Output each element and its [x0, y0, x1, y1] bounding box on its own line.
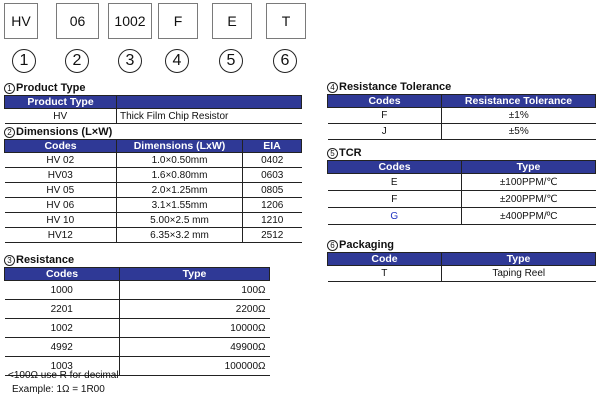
table-row: [328, 124, 596, 140]
table-row: [5, 198, 302, 213]
table-cell: F: [328, 108, 442, 124]
table-row: [5, 183, 302, 198]
position-circle-2: 2: [65, 49, 89, 73]
section-number: 2: [4, 127, 15, 138]
product-type-section: [4, 81, 302, 124]
table-cell: ±100PPM/℃: [462, 174, 596, 191]
table-cell: ±1%: [442, 108, 596, 124]
tolerance-table: [327, 94, 596, 140]
dimensions-section: [4, 125, 302, 243]
table-header-row: [328, 161, 596, 174]
table-cell: 0402: [243, 153, 302, 168]
table-row: [328, 174, 596, 191]
product-type-table: [4, 95, 302, 124]
position-circle-6: 6: [273, 49, 297, 73]
column-header: Codes: [328, 161, 462, 174]
column-header: Code: [328, 253, 442, 266]
table-row: [328, 108, 596, 124]
position-circle-1: 1: [12, 49, 36, 73]
section-number: 3: [4, 255, 15, 266]
table-cell: HV03: [5, 168, 117, 183]
tcr-table: [327, 160, 596, 225]
code-box-dimensions: 06: [56, 3, 99, 39]
column-header: Type: [462, 161, 596, 174]
section-title-text: Packaging: [339, 239, 395, 251]
section-title-text: Resistance Tolerance: [339, 81, 452, 93]
table-row: [5, 228, 302, 243]
table-row: [328, 191, 596, 208]
packaging-section: [327, 238, 596, 282]
table-row: [5, 281, 270, 300]
column-header-empty: [117, 96, 302, 109]
table-cell: ±400PPM/ºC: [462, 208, 596, 225]
table-cell: 0603: [243, 168, 302, 183]
column-header: Codes: [5, 268, 120, 281]
table-header-row: [5, 268, 270, 281]
table-cell: HV: [5, 109, 117, 124]
section-number: 5: [327, 148, 338, 159]
packaging-table: [327, 252, 596, 282]
code-box-tolerance: F: [158, 3, 198, 39]
section-title: [327, 238, 596, 252]
section-title-text: Dimensions (L×W): [16, 126, 113, 138]
table-cell: 1002: [5, 319, 120, 338]
table-cell: 2200Ω: [120, 300, 270, 319]
table-cell: HV 06: [5, 198, 117, 213]
table-cell: 1206: [243, 198, 302, 213]
table-row: [5, 153, 302, 168]
column-header: Codes: [5, 140, 117, 153]
table-cell: G: [328, 208, 462, 225]
column-header: Dimensions (LxW): [117, 140, 243, 153]
section-title: [4, 253, 270, 267]
table-cell: HV 05: [5, 183, 117, 198]
position-circle-4: 4: [165, 49, 189, 73]
resistance-table: [4, 267, 270, 376]
table-cell: T: [328, 266, 442, 282]
table-cell: 3.1×1.55mm: [117, 198, 243, 213]
section-title-text: Product Type: [16, 82, 86, 94]
table-cell: Thick Film Chip Resistor: [117, 109, 302, 124]
resistance-section: [4, 253, 270, 376]
column-header: Product Type: [5, 96, 117, 109]
table-cell: Taping Reel: [442, 266, 596, 282]
example-note: Example: 1Ω = 1R00: [12, 384, 105, 395]
column-header: Type: [442, 253, 596, 266]
table-cell: ±200PPM/℃: [462, 191, 596, 208]
table-cell: 1003: [5, 357, 120, 376]
table-cell: 0805: [243, 183, 302, 198]
table-cell: 49900Ω: [120, 338, 270, 357]
table-header-row: [5, 140, 302, 153]
column-header: EIA: [243, 140, 302, 153]
table-row: [5, 319, 270, 338]
table-cell: J: [328, 124, 442, 140]
table-row: [5, 213, 302, 228]
table-cell: 1000: [5, 281, 120, 300]
table-cell: 2.0×1.25mm: [117, 183, 243, 198]
section-title: [327, 146, 596, 160]
table-row: [328, 208, 596, 225]
table-row: [5, 168, 302, 183]
table-cell: 1.6×0.80mm: [117, 168, 243, 183]
decimal-note: <100Ω use R for decimal: [8, 370, 119, 381]
section-number: 1: [4, 83, 15, 94]
code-box-resistance: 1002: [108, 3, 152, 39]
section-title: [327, 80, 596, 94]
table-cell: 1210: [243, 213, 302, 228]
table-cell: HV12: [5, 228, 117, 243]
table-header-row: [328, 253, 596, 266]
tolerance-section: [327, 80, 596, 140]
table-cell: F: [328, 191, 462, 208]
table-cell: 10000Ω: [120, 319, 270, 338]
column-header: Resistance Tolerance: [442, 95, 596, 108]
section-title-text: TCR: [339, 147, 362, 159]
section-title-text: Resistance: [16, 254, 75, 266]
table-cell: HV 10: [5, 213, 117, 228]
table-cell: 2201: [5, 300, 120, 319]
tcr-section: [327, 146, 596, 225]
section-number: 4: [327, 82, 338, 93]
table-header-row: [5, 96, 302, 109]
table-row: [5, 109, 302, 124]
table-cell: HV 02: [5, 153, 117, 168]
section-title: [4, 125, 302, 139]
position-circle-5: 5: [219, 49, 243, 73]
section-title: [4, 81, 302, 95]
section-number: 6: [327, 240, 338, 251]
table-cell: 5.00×2.5 mm: [117, 213, 243, 228]
table-cell: E: [328, 174, 462, 191]
column-header: Type: [120, 268, 270, 281]
position-circle-3: 3: [118, 49, 142, 73]
table-cell: ±5%: [442, 124, 596, 140]
dimensions-table: [4, 139, 302, 243]
table-cell: 100000Ω: [120, 357, 270, 376]
code-box-tcr: E: [212, 3, 252, 39]
table-header-row: [328, 95, 596, 108]
table-cell: 2512: [243, 228, 302, 243]
code-box-packaging: T: [266, 3, 306, 39]
table-row: [5, 338, 270, 357]
table-cell: 100Ω: [120, 281, 270, 300]
column-header: Codes: [328, 95, 442, 108]
table-cell: 6.35×3.2 mm: [117, 228, 243, 243]
table-row: [328, 266, 596, 282]
table-cell: 1.0×0.50mm: [117, 153, 243, 168]
table-cell: 4992: [5, 338, 120, 357]
table-row: [5, 300, 270, 319]
code-box-product-type: HV: [4, 3, 38, 39]
